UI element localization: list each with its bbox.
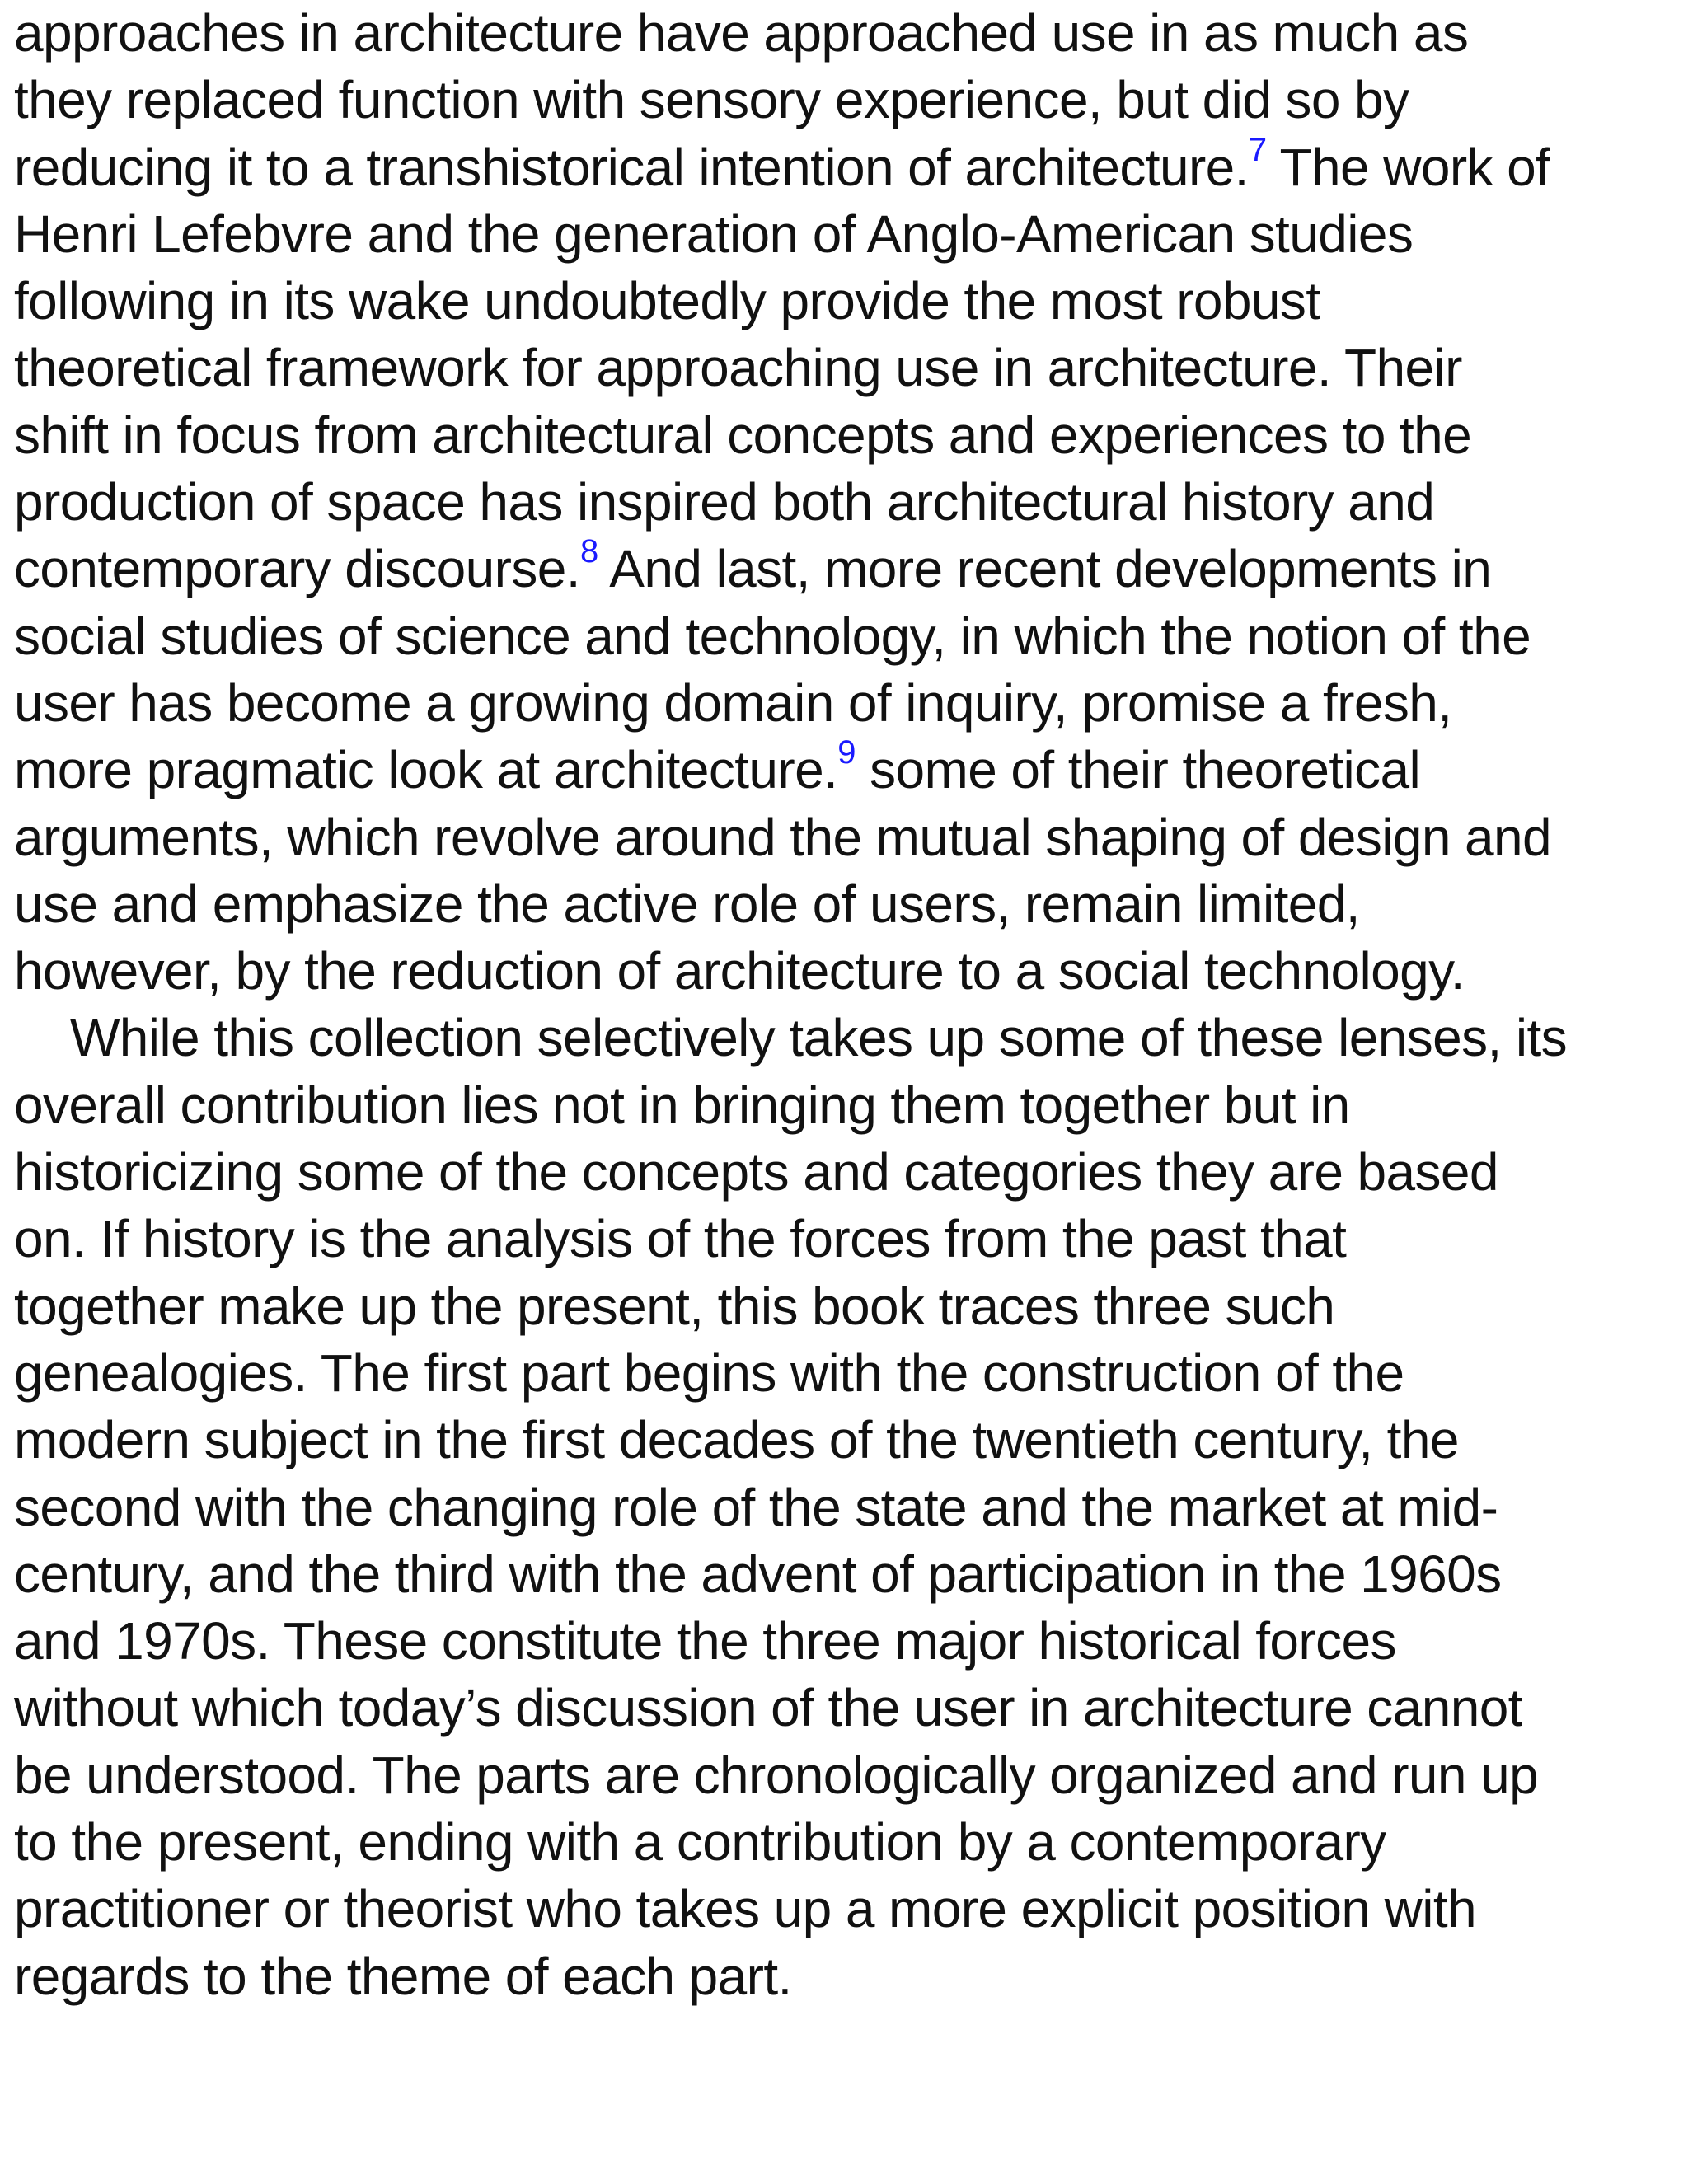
text-run: genealogies. The first part begins with the construction of the bbox=[14, 1343, 1404, 1403]
text-line bbox=[14, 335, 1671, 401]
text-run: overall contribution lies not in bringing them together but in bbox=[14, 1075, 1350, 1135]
text-run: social studies of science and technology, in which the notion of the bbox=[14, 606, 1531, 666]
text-run: regards to the theme of each part. bbox=[14, 1946, 792, 2006]
text-run: on. If history is the analysis of the forces from the past that bbox=[14, 1209, 1347, 1269]
text-run: second with the changing role of the state and the market at mid- bbox=[14, 1477, 1498, 1537]
text-line bbox=[14, 201, 1671, 268]
document-page bbox=[14, 0, 1671, 2010]
text-line bbox=[14, 533, 1671, 602]
text-run: use and emphasize the active role of users, remain limited, bbox=[14, 874, 1360, 934]
text-line bbox=[14, 1273, 1671, 1340]
text-run: Henri Lefebvre and the generation of Anglo-American studies bbox=[14, 204, 1414, 264]
text-line bbox=[14, 1675, 1671, 1741]
text-run: contemporary discourse. bbox=[14, 539, 580, 599]
text-line bbox=[14, 67, 1671, 134]
text-line bbox=[14, 1139, 1671, 1206]
text-line bbox=[14, 603, 1671, 670]
text-line bbox=[14, 938, 1671, 1005]
text-line bbox=[14, 402, 1671, 469]
text-run: some of their theoretical bbox=[855, 740, 1421, 800]
text-run: more pragmatic look at architecture. bbox=[14, 740, 838, 800]
text-line bbox=[14, 670, 1671, 737]
text-run: While this collection selectively takes up some of these lenses, its bbox=[70, 1008, 1568, 1068]
text-line bbox=[14, 1876, 1671, 1943]
text-line bbox=[14, 1608, 1671, 1675]
text-line bbox=[14, 1072, 1671, 1139]
text-line bbox=[14, 1742, 1671, 1809]
text-line bbox=[14, 1541, 1671, 1608]
text-line bbox=[14, 1809, 1671, 1876]
footnote-link-8[interactable]: 8 bbox=[579, 533, 598, 570]
text-line bbox=[14, 1474, 1671, 1541]
text-line bbox=[14, 469, 1671, 536]
text-run: be understood. The parts are chronologically organized and run up bbox=[14, 1745, 1539, 1805]
footnote-link-9[interactable]: 9 bbox=[837, 734, 856, 771]
text-run: however, by the reduction of architecture to a social technology. bbox=[14, 941, 1465, 1001]
text-line bbox=[14, 734, 1671, 804]
text-run: historicizing some of the concepts and categories they are based bbox=[14, 1142, 1498, 1202]
text-run: practitioner or theorist who takes up a more explicit position with bbox=[14, 1879, 1476, 1939]
text-line bbox=[14, 0, 1671, 67]
text-line bbox=[14, 1005, 1671, 1071]
text-run: to the present, ending with a contribution by a contemporary bbox=[14, 1812, 1386, 1872]
footnote-link-7[interactable]: 7 bbox=[1248, 131, 1267, 168]
text-line bbox=[14, 131, 1671, 201]
text-run: user has become a growing domain of inquiry, promise a fresh, bbox=[14, 673, 1452, 733]
text-line bbox=[14, 1206, 1671, 1272]
text-run: modern subject in the first decades of the twentieth century, the bbox=[14, 1410, 1459, 1470]
text-run: shift in focus from architectural concepts and experiences to the bbox=[14, 405, 1472, 465]
text-run: and 1970s. These constitute the three major historical forces bbox=[14, 1611, 1396, 1671]
text-run: century, and the third with the advent of participation in the 1960s bbox=[14, 1544, 1502, 1604]
text-line bbox=[14, 268, 1671, 335]
text-run: without which today’s discussion of the user in architecture cannot bbox=[14, 1678, 1522, 1738]
text-run: approaches in architecture have approached use in as much as bbox=[14, 3, 1469, 63]
text-run: theoretical framework for approaching use in architecture. Their bbox=[14, 338, 1462, 398]
text-run: together make up the present, this book traces three such bbox=[14, 1276, 1335, 1336]
text-run: arguments, which revolve around the mutual shaping of design and bbox=[14, 807, 1552, 867]
text-run: they replaced function with sensory experience, but did so by bbox=[14, 70, 1409, 130]
text-run: reducing it to a transhistorical intention of architecture. bbox=[14, 137, 1249, 197]
text-run: The work of bbox=[1266, 137, 1550, 197]
text-run: following in its wake undoubtedly provide the most robust bbox=[14, 271, 1320, 331]
text-line bbox=[14, 804, 1671, 871]
text-line bbox=[14, 1340, 1671, 1407]
paragraph-1 bbox=[14, 0, 1671, 1005]
text-run: And last, more recent developments in bbox=[598, 539, 1492, 599]
text-line bbox=[14, 871, 1671, 938]
paragraph-2 bbox=[14, 1005, 1671, 2009]
text-line bbox=[14, 1407, 1671, 1474]
text-run: production of space has inspired both architectural history and bbox=[14, 472, 1435, 532]
text-line bbox=[14, 1943, 1671, 2010]
